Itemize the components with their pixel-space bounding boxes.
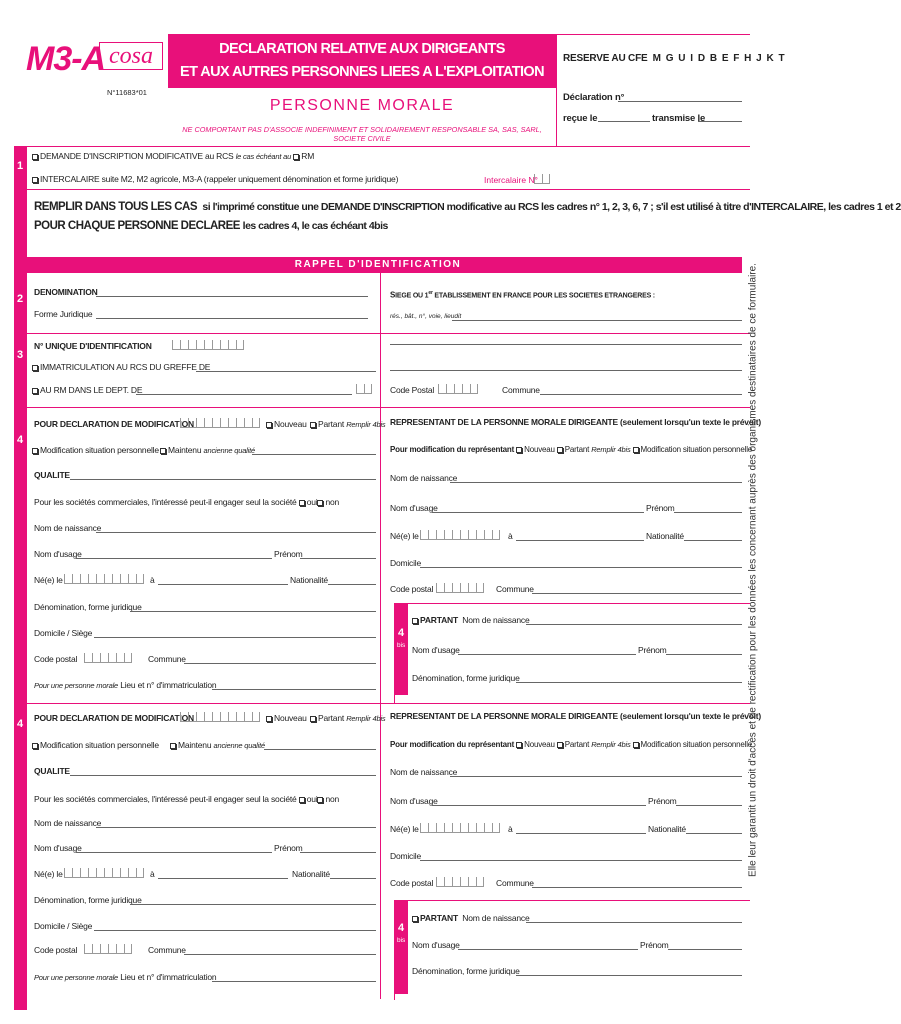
nouveau-checkbox[interactable]: Nouveau [266, 419, 307, 429]
bis-prenom-input[interactable] [666, 654, 742, 655]
rep-commune-label: Commune [496, 584, 534, 594]
domicile-siege-label: Domicile / Siège [34, 628, 93, 638]
birth-place-input[interactable] [158, 584, 288, 585]
forme-juridique-input[interactable] [96, 318, 368, 319]
pour-modif-rep: Pour modification du représentant Nouveau Partant Remplir 4bis Modification situation personnelle [390, 445, 753, 454]
bis-nom-usage-input[interactable] [458, 654, 636, 655]
birth-date-input[interactable] [64, 868, 144, 878]
qualite-label: QUALITE [34, 766, 70, 776]
rep-nom-usage-label: Nom d'usage [390, 503, 438, 513]
rep-commune-input[interactable] [532, 593, 742, 594]
a-label: à [150, 869, 155, 879]
nom-usage-label: Nom d'usage [34, 843, 82, 853]
pour-decl-label: POUR DECLARATION DE MODIFICATION [34, 713, 194, 723]
rep-ne-le-label: Né(e) le [390, 824, 419, 834]
bis-nom-naissance-input[interactable] [526, 624, 742, 625]
birth-place-input[interactable] [158, 878, 288, 879]
siege-address-line2[interactable] [390, 344, 742, 345]
checkbox[interactable] [160, 448, 166, 454]
bis-denom-label: Dénomination, forme juridique [412, 673, 520, 683]
checkbox[interactable] [32, 388, 38, 394]
denomination-label: DENOMINATION [34, 287, 98, 297]
bis-prenom-input[interactable] [668, 949, 742, 950]
rep-birth-date-input[interactable] [420, 823, 500, 833]
section-number: 4 [16, 718, 24, 730]
commune-input[interactable] [184, 663, 376, 664]
qualite-input[interactable] [70, 479, 376, 480]
commune-label: Commune [148, 654, 186, 664]
rep-commune-label: Commune [496, 878, 534, 888]
rep-code-postal-label: Code postal [390, 584, 434, 594]
bis-nom-usage-input[interactable] [458, 949, 638, 950]
bis-label: bis [397, 937, 406, 944]
section-number: 1 [16, 160, 24, 172]
rep-nationalite-input[interactable] [686, 833, 742, 834]
rep-nationalite-label: Nationalité [648, 824, 686, 834]
bis-nom-usage-label: Nom d'usage [412, 645, 460, 655]
lieu-immat-input[interactable] [212, 981, 376, 982]
rappel-banner: RAPPEL D'IDENTIFICATION [14, 257, 742, 273]
siege-address-line3[interactable] [390, 370, 742, 371]
birth-date-input[interactable] [64, 574, 144, 584]
nom-usage-input[interactable] [76, 852, 272, 853]
subtitle: PERSONNE MORALE [269, 97, 455, 114]
form-number: N°11683*01 [107, 88, 147, 97]
rep-prenom-input[interactable] [674, 512, 742, 513]
nationalite-label: Nationalité [292, 869, 330, 879]
rep-domicile-label: Domicile [390, 558, 421, 568]
modif-date-input[interactable] [180, 712, 260, 722]
prenom-input[interactable] [300, 558, 376, 559]
rep-title: REPRESENTANT DE LA PERSONNE MORALE DIRIGEANTE (seulement lorsqu'un texte le prévoit) [390, 417, 761, 427]
nom-usage-input[interactable] [76, 558, 272, 559]
nom-naissance-label: Nom de naissance [34, 818, 102, 828]
unique-id-input[interactable] [172, 340, 244, 350]
column-divider [380, 333, 381, 407]
bis-partant-checkbox[interactable]: PARTANT Nom de naissance [412, 913, 529, 923]
transmise-input[interactable] [698, 121, 742, 122]
rep-nom-usage-input[interactable] [432, 805, 646, 806]
code-postal-label: Code Postal [390, 385, 435, 395]
header-note: NE COMPORTANT PAS D'ASSOCIE INDEFINIMENT ET SOLIDAIREMENT RESPONSABLE SA, SAS, SARL, SOCIETE CIVILE [182, 125, 542, 143]
address-hint: rés., bât., n°, voie, lieudit [390, 313, 462, 320]
bis-nom-naissance-input[interactable] [526, 922, 742, 923]
rep-nom-naissance-input[interactable] [450, 776, 742, 777]
partant-checkbox[interactable]: Partant Remplir 4bis [310, 419, 385, 429]
rm-dept-input[interactable] [136, 394, 352, 395]
rep-birth-place-input[interactable] [516, 833, 646, 834]
recue-label: reçue le [563, 113, 598, 124]
declaration-input[interactable] [618, 101, 742, 102]
prenom-input[interactable] [300, 852, 376, 853]
privacy-sidebar [742, 150, 764, 990]
bis-prenom-label: Prénom [640, 940, 669, 950]
divider [14, 146, 750, 147]
section-number: 3 [16, 349, 24, 361]
code-postal-input[interactable] [84, 944, 132, 954]
form-code: M3-A [26, 40, 106, 78]
commune-label: Commune [148, 945, 186, 955]
checkbox[interactable] [266, 716, 272, 722]
rep-birth-date-input[interactable] [420, 530, 500, 540]
unique-id-label: N° UNIQUE D'IDENTIFICATION [34, 341, 152, 351]
rm-dept-cells[interactable] [356, 384, 372, 394]
ancienne-qualite-input[interactable] [252, 454, 376, 455]
au-rm-checkbox[interactable]: AU RM DANS LE DEPT. DE [32, 385, 142, 395]
modif-date-input[interactable] [180, 418, 260, 428]
bis-nom-usage-label: Nom d'usage [412, 940, 460, 950]
checkbox[interactable] [557, 447, 563, 453]
instruction-line1: REMPLIR DANS TOUS LES CAS si l'imprimé constitue une DEMANDE D'INSCRIPTION modificative au RCS les cadres n° 1, 2, 3, 6, 7 ; s'il est utilisé à titre d'INTERCALAIRE, les cadres 1 et 2 [34, 201, 901, 213]
section-4bis-bar [394, 900, 408, 994]
immat-rcs-checkbox[interactable]: IMMATRICULATION AU RCS DU GREFFE DE [32, 362, 210, 372]
nouveau-checkbox[interactable]: Nouveau [266, 713, 307, 723]
cfe-letters: M G U I D B E F H J K T [652, 53, 786, 64]
code-postal-input[interactable] [438, 384, 478, 394]
nom-naissance-input[interactable] [96, 827, 376, 828]
forme-juridique-label: Forme Juridique [34, 309, 93, 319]
checkbox[interactable] [516, 447, 522, 453]
checkbox[interactable] [32, 154, 38, 160]
prenom-label: Prénom [274, 549, 303, 559]
checkbox[interactable] [266, 422, 272, 428]
pour-decl-label: POUR DECLARATION DE MODIFICATION [34, 419, 194, 429]
checkbox[interactable] [293, 154, 299, 160]
pour-modif-rep: Pour modification du représentant Nouveau Partant Remplir 4bis Modification situation personnelle [390, 740, 753, 749]
checkbox[interactable] [516, 742, 522, 748]
pour-pm-label: Pour une personne morale Lieu et n° d'immatriculation [34, 972, 217, 982]
siege-address-input[interactable] [452, 320, 742, 321]
denom-forme-label: Dénomination, forme juridique [34, 895, 142, 905]
cfe-box [556, 34, 750, 146]
modif-situation-checkbox[interactable]: Modification situation personnelle [32, 740, 159, 750]
checkbox[interactable] [32, 743, 38, 749]
declaration-label: Déclaration n° [563, 92, 625, 103]
rep-title: REPRESENTANT DE LA PERSONNE MORALE DIRIGEANTE (seulement lorsqu'un texte le prévoit) [390, 711, 761, 721]
column-divider [380, 273, 381, 333]
code-postal-label: Code postal [34, 654, 78, 664]
intercalaire-checkbox[interactable]: INTERCALAIRE suite M2, M2 agricole, M3-A (rappeler uniquement dénomination et forme juridique) [32, 174, 398, 184]
commune-label: Commune [502, 385, 540, 395]
checkbox[interactable] [317, 797, 323, 803]
greffe-input[interactable] [196, 371, 376, 372]
bis-denom-input[interactable] [516, 975, 742, 976]
rep-nom-usage-label: Nom d'usage [390, 796, 438, 806]
prenom-label: Prénom [274, 843, 303, 853]
checkbox[interactable] [310, 422, 316, 428]
bis-number: 4 [398, 627, 405, 639]
domicile-siege-input[interactable] [94, 930, 376, 931]
qualite-label: QUALITE [34, 470, 70, 480]
domicile-siege-label: Domicile / Siège [34, 921, 93, 931]
cosa-logo: cosa [99, 42, 163, 70]
divider [14, 333, 750, 334]
section-number: 4 [16, 434, 24, 446]
bis-label: bis [397, 642, 406, 649]
title-banner [168, 34, 556, 88]
denom-forme-input[interactable] [130, 611, 376, 612]
a-label: à [150, 575, 155, 585]
title-line1: DECLARATION RELATIVE AUX DIRIGEANTS [219, 41, 505, 57]
pour-pm-label: Pour une personne morale Lieu et n° d'immatriculation [34, 680, 217, 690]
rep-prenom-label: Prénom [648, 796, 677, 806]
nom-naissance-input[interactable] [96, 532, 376, 533]
denom-forme-label: Dénomination, forme juridique [34, 602, 142, 612]
rep-nom-naissance-input[interactable] [450, 482, 742, 483]
recue-input[interactable] [598, 121, 650, 122]
nom-naissance-label: Nom de naissance [34, 523, 102, 533]
rep-code-postal-input[interactable] [436, 583, 484, 593]
rep-prenom-input[interactable] [676, 805, 742, 806]
denomination-input[interactable] [96, 296, 368, 297]
siege-label: SIEGE OU 1er ETABLISSEMENT EN FRANCE POUR LES SOCIETES ETRANGERES : [390, 290, 655, 300]
bis-number: 4 [398, 922, 405, 934]
nationalite-label: Nationalité [290, 575, 328, 585]
checkbox[interactable] [317, 500, 323, 506]
checkbox[interactable] [557, 742, 563, 748]
checkbox[interactable] [633, 742, 639, 748]
rep-code-postal-label: Code postal [390, 878, 434, 888]
bis-partant-checkbox[interactable]: PARTANT Nom de naissance [412, 615, 529, 625]
modif-situation-checkbox[interactable]: Modification situation personnelle [32, 445, 159, 455]
rep-domicile-label: Domicile [390, 851, 421, 861]
checkbox[interactable] [299, 500, 305, 506]
transmise-label: transmise le [652, 113, 706, 124]
left-margin-bar [14, 146, 27, 1010]
rep-nationalite-label: Nationalité [646, 531, 684, 541]
checkbox[interactable] [412, 916, 418, 922]
commune-input[interactable] [184, 954, 376, 955]
rep-prenom-label: Prénom [646, 503, 675, 513]
rep-domicile-input[interactable] [420, 860, 742, 861]
bis-prenom-label: Prénom [638, 645, 667, 655]
qualite-input[interactable] [70, 775, 376, 776]
rep-nationalite-input[interactable] [684, 540, 742, 541]
bis-denom-input[interactable] [516, 682, 742, 683]
checkbox[interactable] [299, 797, 305, 803]
maintenu-checkbox[interactable]: Maintenu ancienne qualité [170, 740, 265, 750]
rep-commune-input[interactable] [532, 887, 742, 888]
engager-label: Pour les sociétés commerciales, l'intéressé peut-il engager seul la société oui non [34, 497, 340, 507]
cfe-label: RESERVE AU CFE M G U I D B E F H J K T [563, 53, 786, 64]
nationalite-input[interactable] [330, 878, 376, 879]
rep-birth-place-input[interactable] [516, 540, 644, 541]
section-number: 2 [16, 293, 24, 305]
maintenu-checkbox[interactable]: Maintenu ancienne qualité [160, 445, 255, 455]
partant-checkbox[interactable]: Partant Remplir 4bis [310, 713, 385, 723]
demande-checkbox[interactable]: DEMANDE D'INSCRIPTION MODIFICATIVE au RCS le cas échéant au RM [32, 151, 314, 161]
title-line2: ET AUX AUTRES PERSONNES LIEES A L'EXPLOITATION [180, 64, 544, 80]
divider [14, 189, 750, 190]
intercalaire-num-label: Intercalaire N° [484, 175, 538, 185]
section-4bis-bar [394, 603, 408, 695]
engager-label: Pour les sociétés commerciales, l'intéressé peut-il engager seul la société oui non [34, 794, 340, 804]
bis-denom-label: Dénomination, forme juridique [412, 966, 520, 976]
lieu-immat-input[interactable] [212, 689, 376, 690]
rep-nom-naissance-label: Nom de naissance [390, 767, 458, 777]
denom-forme-input[interactable] [130, 904, 376, 905]
ne-le-label: Né(e) le [34, 575, 63, 585]
privacy-text: Elle leur garantit un droit d'accès et de rectification pour les données les concernant auprès des organismes destinataires de ce formulaire. [747, 263, 759, 877]
nationalite-input[interactable] [328, 584, 376, 585]
rep-a-label: à [508, 824, 513, 834]
rep-domicile-input[interactable] [420, 567, 742, 568]
domicile-siege-input[interactable] [94, 637, 376, 638]
nom-usage-label: Nom d'usage [34, 549, 82, 559]
ancienne-qualite-input[interactable] [264, 749, 376, 750]
rep-ne-le-label: Né(e) le [390, 531, 419, 541]
checkbox[interactable] [32, 177, 38, 183]
checkbox[interactable] [170, 743, 176, 749]
checkbox[interactable] [412, 618, 418, 624]
checkbox[interactable] [310, 716, 316, 722]
commune-input[interactable] [540, 394, 742, 395]
code-postal-label: Code postal [34, 945, 78, 955]
ne-le-label: Né(e) le [34, 869, 63, 879]
code-postal-input[interactable] [84, 653, 132, 663]
rep-a-label: à [508, 531, 513, 541]
rep-nom-usage-input[interactable] [432, 512, 644, 513]
checkbox[interactable] [32, 448, 38, 454]
checkbox[interactable] [32, 365, 38, 371]
intercalaire-num-input[interactable] [534, 174, 550, 184]
checkbox[interactable] [633, 447, 639, 453]
rep-nom-naissance-label: Nom de naissance [390, 473, 458, 483]
instruction-line2: POUR CHAQUE PERSONNE DECLAREE les cadres 4, le cas échéant 4bis [34, 220, 388, 232]
rep-code-postal-input[interactable] [436, 877, 484, 887]
